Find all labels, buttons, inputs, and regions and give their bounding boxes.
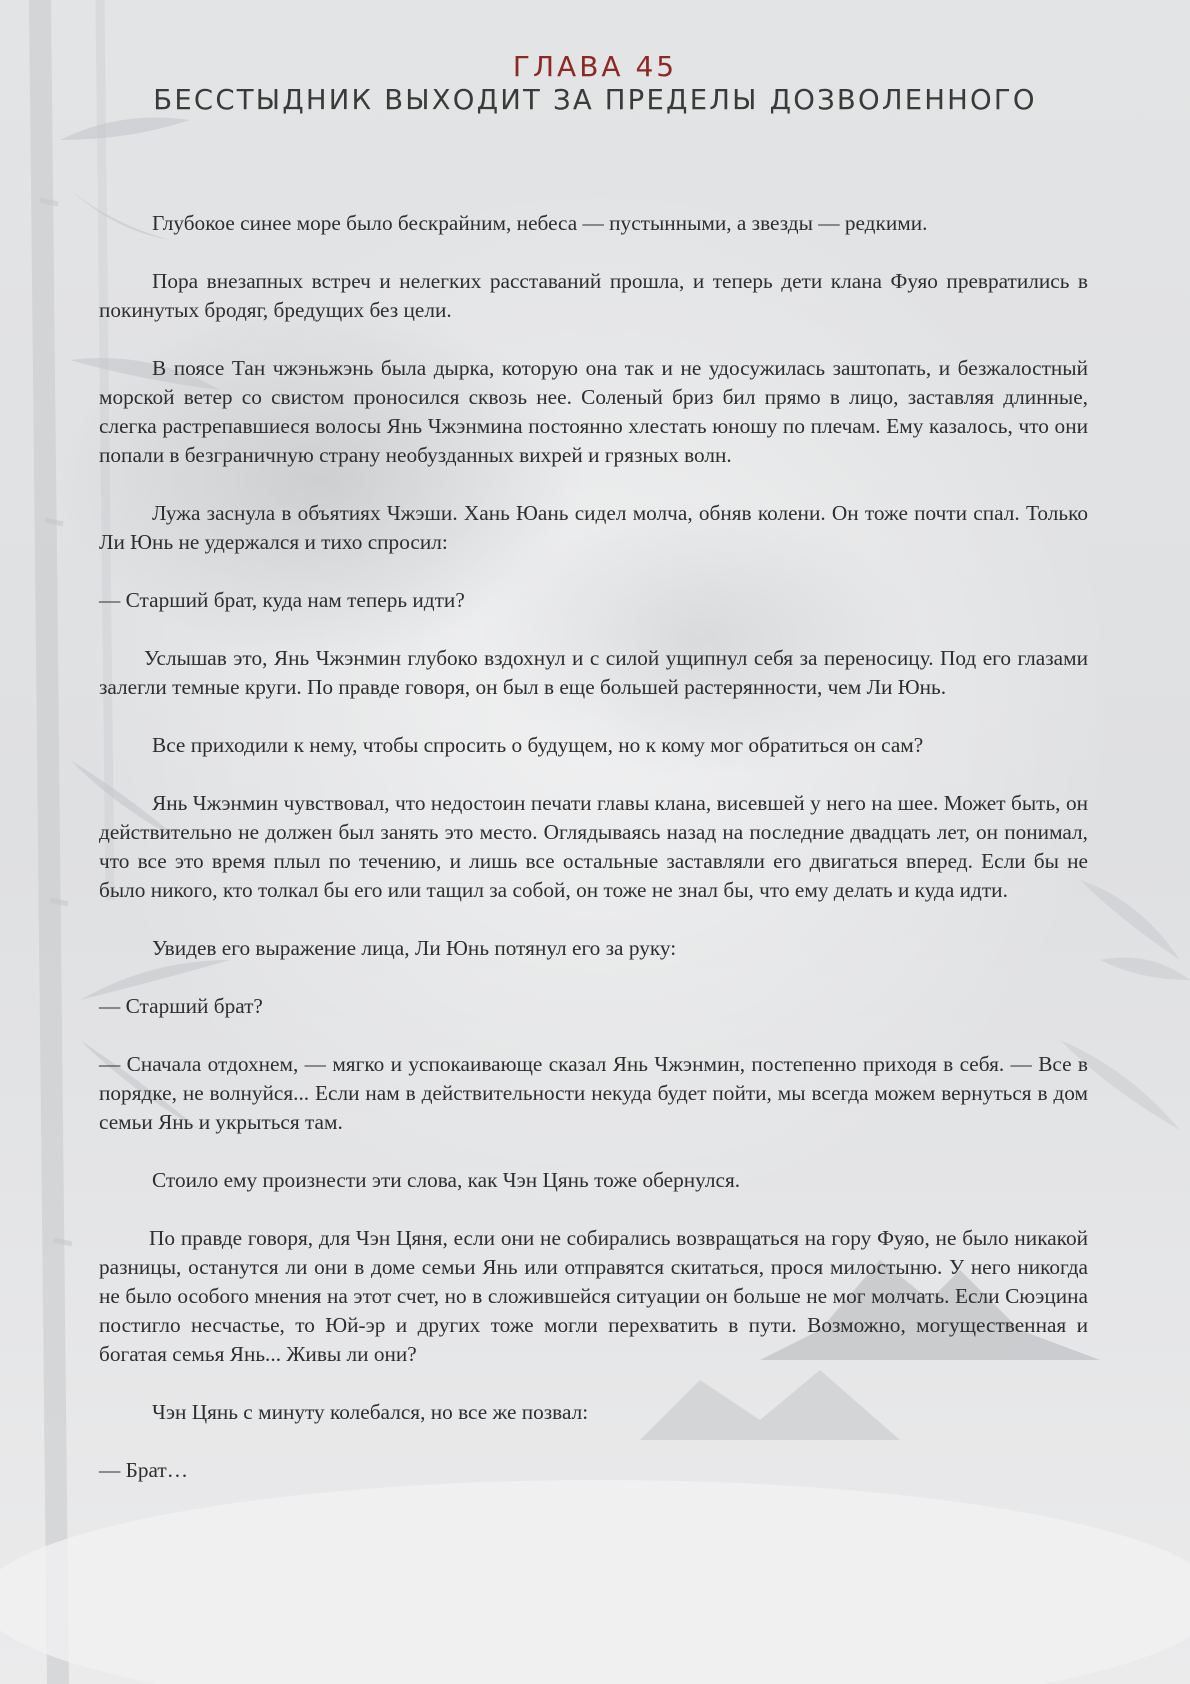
paragraph: Стоило ему произнести эти слова, как Чэн Цянь тоже обернулся. (152, 1168, 741, 1192)
chapter-body (99, 209, 1088, 1514)
paragraph: По правде говоря, для Чэн Цяня, если они не собирались возвращаться на гору Фуяо, не было никакой разницы, останутся ли они в доме семьи Янь или отправятся скитаться, прося милостыню. У него никогда не было особого мнения на этот счет, но в сложившейся ситуации он больше не мог молчать. Если Сюэцина постигло несчастье, то Юй-эр и других тоже могли перехватить в пути. Возможно, могущественная и богатая семья Янь... Живы ли они? (99, 1226, 1088, 1366)
paragraph: Глубокое синее море было бескрайним, небеса — пустынными, а звезды — редкими. (152, 211, 928, 235)
dialogue-line: — Старший брат, куда нам теперь идти? (99, 588, 465, 612)
chapter-number: ГЛАВА 45 (512, 50, 678, 83)
paragraph: В поясе Тан чжэньжэнь была дырка, которую она так и не удосужилась заштопать, и безжалостный морской ветер со свистом проносился сквозь нее. Соленый бриз бил прямо в лицо, заставляя длинные, слегка растрепавшиеся волосы Янь Чжэнмина постоянно хлестать юношу по плечам. Ему казалось, что они попали в безграничную страну необузданных вихрей и грязных волн. (99, 356, 1088, 467)
paragraph: Чэн Цянь с минуту колебался, но все же позвал: (152, 1400, 589, 1424)
dialogue-line: — Брат… (99, 1458, 189, 1482)
paragraph: Услышав это, Янь Чжэнмин глубоко вздохнул и с силой ущипнул себя за переносицу. Под его глазами залегли темные круги. По правде говоря, он был в еще большей растерянности, чем Ли Юнь. (99, 646, 1088, 699)
paragraph: Пора внезапных встреч и нелегких расставаний прошла, и теперь дети клана Фуяо превратились в покинутых бродяг, бредущих без цели. (99, 269, 1088, 322)
paragraph: Лужа заснула в объятиях Чжэши. Хань Юань сидел молча, обняв колени. Он тоже почти спал. Только Ли Юнь не удержался и тихо спросил: (99, 501, 1088, 554)
paragraph: Янь Чжэнмин чувствовал, что недостоин печати главы клана, висевшей у него на шее. Может быть, он действительно не должен был занять это место. Оглядываясь назад на последние двадцать лет, он понимал, что все это время плыл по течению, и лишь все остальные заставляли его двигаться вперед. Если бы не было никого, кто толкал бы его или тащил за собой, он тоже не знал бы, что ему делать и куда идти. (99, 791, 1088, 902)
dialogue-line: — Старший брат? (99, 994, 263, 1018)
paragraph: Увидев его выражение лица, Ли Юнь потянул его за руку: (152, 936, 677, 960)
chapter-title: БЕССТЫДНИК ВЫХОДИТ ЗА ПРЕДЕЛЫ ДОЗВОЛЕННОГО (153, 84, 1037, 116)
paragraph: Все приходили к нему, чтобы спросить о будущем, но к кому мог обратиться он сам? (152, 733, 924, 757)
dialogue-line: — Сначала отдохнем, — мягко и успокаивающе сказал Янь Чжэнмин, постепенно приходя в себя. — Все в порядке, не волнуйся... Если нам в действительности некуда будет пойти, мы всегда можем вернуться в дом семьи Янь и укрыться там. (99, 1052, 1088, 1134)
